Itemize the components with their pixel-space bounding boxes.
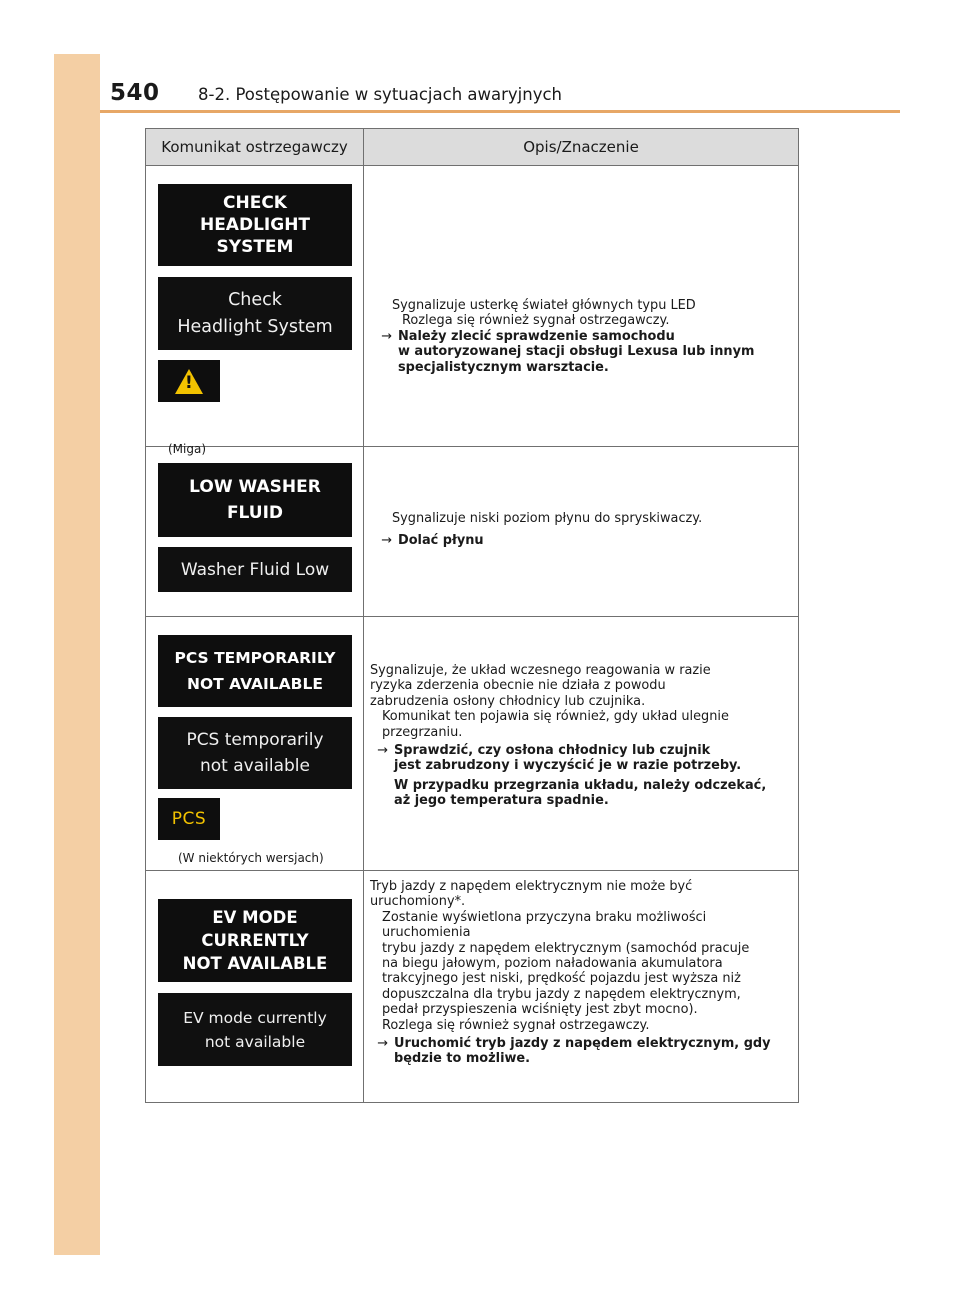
pcs-icon: PCS [171,809,207,829]
text-line: Rozlega się również sygnał ostrzegawczy. [402,313,670,329]
action-line [374,533,804,548]
arrow-icon: → [377,1036,388,1052]
table-row [146,871,798,1102]
message-cell [146,871,364,1102]
text-line: uruchomienia [382,925,471,941]
text-line: Rozlega się również sygnał ostrzegawczy. [382,1017,650,1033]
text-line: Komunikat ten pojawia się również, gdy układ ulegnie [382,709,729,725]
text-line: ryzyka zderzenia obecnie nie działa z powodu [370,678,666,694]
text-line: trakcyjnego jest niski, prędkość pojazdu jest wyższa niż [382,971,741,987]
text-line: uruchomiony*. [370,894,466,910]
action-text: Sprawdzić, czy osłona chłodnicy lub czujnik [394,743,711,759]
action-text: specjalistycznym warsztacie. [398,359,609,375]
symbol-note: (W niektórych wersjach) [178,851,324,865]
warning-messages-table [145,128,799,1103]
display-message-caps: LOW WASHER FLUID [158,463,352,537]
action-text: Należy zlecić sprawdzenie samochodu [398,328,675,344]
display-message-normal: PCS temporarily not available [158,717,352,789]
display-message-normal: Check Headlight System [158,277,352,350]
table-row [146,447,798,617]
arrow-icon: → [381,328,392,344]
action-line [370,743,800,758]
table-header [146,129,798,166]
meaning-cell [364,447,798,616]
text-line: trybu jazdy z napędem elektrycznym (samochód pracuje [382,940,750,956]
action-text: W przypadku przegrzania układu, należy odczekać, [394,777,767,793]
text-line: Zostanie wyświetlona przyczyna braku możliwości [382,909,707,925]
meaning-text [370,663,800,809]
meaning-cell [364,871,798,1102]
text-line: Sygnalizuje niski poziom płynu do spryskiwaczy. [392,511,703,526]
action-text: Dolać płynu [398,533,484,549]
message-cell [146,617,364,870]
action-text: jest zabrudzony i wyczyścić je w razie potrzeby. [394,758,742,774]
text-line: pedał przyspieszenia wciśnięty jest zbyt mocno). [382,1002,698,1018]
text-line: Tryb jazdy z napędem elektrycznym nie może być [370,879,693,894]
message-cell [146,166,364,456]
action-text: w autoryzowanej stacji obsługi Lexusa lub innym [398,344,755,360]
table-row [146,166,798,456]
text-line: Sygnalizuje, że układ wczesnego reagowania w razie [370,663,711,678]
meaning-text [374,298,804,375]
display-message-normal: EV mode currently not available [158,993,352,1066]
action-line [370,1036,800,1051]
text-line: Sygnalizuje usterkę świateł głównych typu LED [392,298,696,313]
page-header [100,74,900,114]
header-rule [100,110,900,113]
meaning-text [370,879,800,1067]
text-line: na biegu jałowym, poziom naładowania akumulatora [382,956,723,972]
column-header-meaning: Opis/Znaczenie [523,138,639,156]
arrow-icon: → [381,533,392,549]
display-message-caps: PCS TEMPORARILY NOT AVAILABLE [158,635,352,707]
arrow-icon: → [377,743,388,759]
symbol-note: (Miga) [168,442,207,456]
meaning-cell [364,166,798,446]
action-text: aż jego temperatura spadnie. [394,793,609,809]
action-line [374,329,804,344]
section-title: 8-2. Postępowanie w sytuacjach awaryjnych [198,85,563,104]
text-line: zabrudzenia osłony chłodnicy lub czujnika. [370,693,646,709]
message-cell [146,447,364,616]
page-number: 540 [110,80,160,106]
action-text: Uruchomić tryb jazdy z napędem elektrycznym, gdy [394,1036,771,1052]
action-text: będzie to możliwe. [394,1051,531,1067]
meaning-cell [364,617,798,870]
table-row [146,617,798,871]
text-line: dopuszczalna dla trybu jazdy z napędem elektrycznym, [382,986,741,1002]
warning-triangle-icon [175,369,203,394]
text-line: przegrzaniu. [382,724,463,740]
side-band [54,54,100,1255]
display-message-caps: EV MODE CURRENTLY NOT AVAILABLE [158,899,352,982]
warning-light-symbol [158,360,220,402]
pcs-warning-symbol [158,798,220,840]
column-header-message: Komunikat ostrzegawczy [146,129,364,165]
meaning-text [374,511,804,549]
display-message-caps: CHECK HEADLIGHT SYSTEM [158,184,352,266]
display-message-normal: Washer Fluid Low [158,547,352,592]
